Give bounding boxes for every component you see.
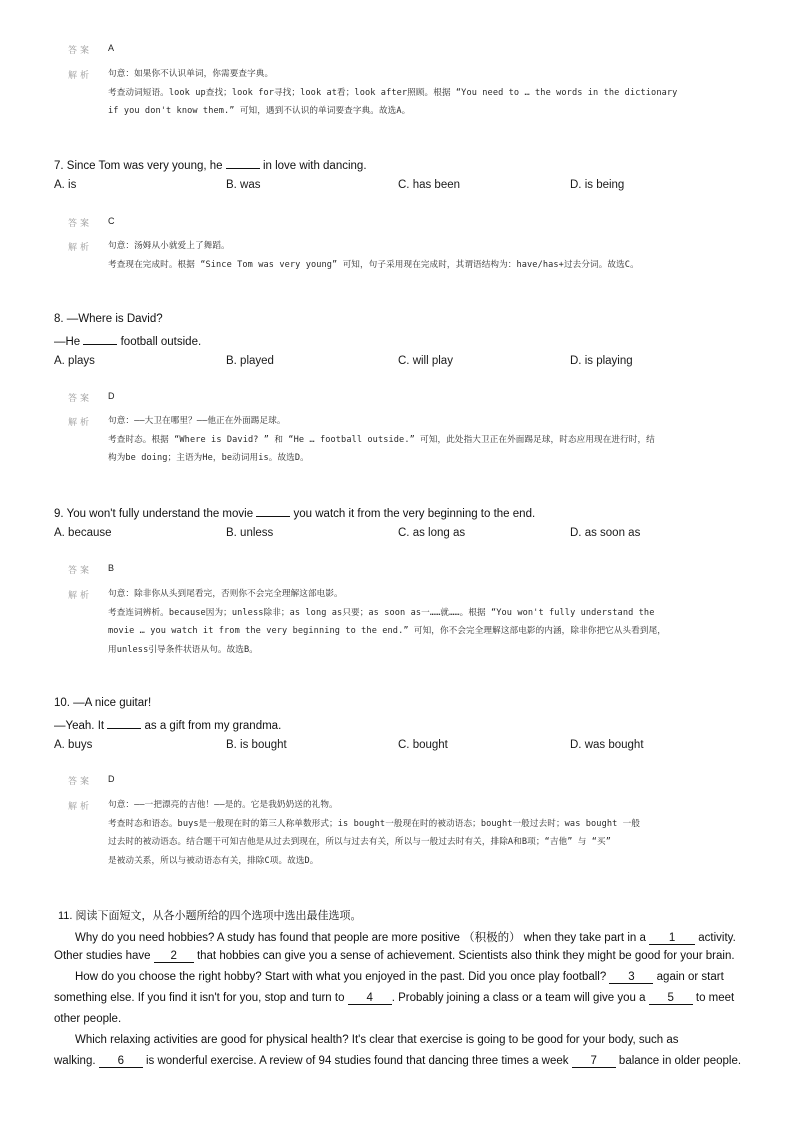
question-8-line1: 8. —Where is David?: [54, 313, 163, 325]
numbered-blank-5: 5: [649, 992, 693, 1005]
option-c: C. as long as: [398, 527, 466, 539]
option-c: C. will play: [398, 355, 453, 367]
option-d: D. is being: [570, 179, 625, 191]
answer-blank: [226, 158, 260, 169]
option-c: C. has been: [398, 179, 461, 191]
analysis-line: movie … you watch it from the very beginning to the end.” 可知，你不会完全理解这部电影的内涵，除非你把它从头看到尾，: [108, 626, 667, 636]
analysis-line: 考查时态和语态。buys是一般现在时的第三人称单数形式；is bought一般现在时的被动语态；bought一般过去时；was bought 一般: [108, 818, 641, 829]
stem-part: 7. Since Tom was very young, he: [54, 160, 223, 172]
answer-label: 答案: [68, 565, 93, 575]
analysis-line: 句意：汤姆从小就爱上了舞蹈。: [108, 241, 230, 251]
stem-part: you watch it from the very beginning to the end.: [293, 508, 536, 520]
analysis-line: if you don't know them.” 可知，遇到不认识的单词要查字典。故选A。: [108, 106, 411, 116]
analysis-line: 考查动词短语。look up查找；look for寻找；look at看；look after照顾。根据 “You need to … the words in the dictionary: [108, 87, 678, 98]
numbered-blank-1: 1: [649, 932, 695, 945]
option-d: D. was bought: [570, 739, 644, 751]
answer-blank: [107, 718, 141, 729]
option-a: A. buys: [54, 739, 93, 751]
option-b: B. is bought: [226, 739, 287, 751]
question-10-options: [54, 739, 754, 755]
analysis-label: 解析: [68, 801, 93, 811]
question-9-stem: [54, 506, 535, 520]
passage-line: [54, 929, 742, 945]
passage-text: activity.: [698, 932, 736, 944]
option-b: B. unless: [226, 527, 274, 539]
answer-value: B: [108, 563, 115, 573]
answer-label: 答案: [68, 218, 93, 228]
answer-blank: [256, 506, 290, 517]
stem-part: as a gift from my grandma.: [144, 720, 282, 732]
passage-text: that hobbies can give you a sense of achievement. Scientists also think they might be good for your brain.: [196, 950, 735, 962]
question-9-options: [54, 527, 754, 543]
analysis-line: 句意：——一把漂亮的吉他！——是的。它是我奶奶送的礼物。: [108, 800, 338, 810]
option-d: D. as soon as: [570, 527, 641, 539]
passage-text: Other studies have: [54, 950, 151, 962]
numbered-blank-2: 2: [154, 950, 194, 963]
question-7-stem: [54, 158, 367, 172]
question-7-options: [54, 179, 754, 195]
option-c: C. bought: [398, 739, 448, 751]
passage-text: balance in older people.: [618, 1055, 742, 1067]
analysis-label: 解析: [68, 590, 93, 600]
passage-text: something else. If you find it isn't for you, stop and turn to: [54, 992, 345, 1004]
passage-line: other people.: [54, 1013, 122, 1025]
analysis-line: 句意：如果你不认识单词，你需要查字典。: [108, 69, 274, 79]
stem-part: 9. You won't fully understand the movie: [54, 508, 254, 520]
numbered-blank-4: 4: [348, 992, 392, 1005]
passage-text: How do you choose the right hobby? Start with what you enjoyed in the past. Did you once play football?: [75, 971, 607, 983]
numbered-blank-7: 7: [572, 1055, 616, 1068]
question-8-stem: [54, 334, 201, 348]
question-10-line1: 10. —A nice guitar!: [54, 697, 152, 709]
answer-value: D: [108, 774, 115, 784]
passage-line: [54, 971, 742, 984]
answer-label: 答案: [68, 776, 93, 786]
question-8-options: [54, 355, 754, 371]
answer-blank: [83, 334, 117, 345]
passage-text: walking.: [54, 1055, 96, 1067]
passage-line: [54, 950, 742, 963]
passage-text: . Probably joining a class or a team will give you a: [391, 992, 646, 1004]
analysis-label: 解析: [68, 70, 93, 80]
analysis-line: 句意：除非你从头到尾看完，否则你不会完全理解这部电影。: [108, 589, 343, 599]
passage-text: Why do you need hobbies? A study has found that people are more positive （积极的） when they take part in a: [75, 932, 646, 944]
option-a: A. because: [54, 527, 112, 539]
analysis-line: 考查时态。根据 “Where is David? ” 和 “He … football outside.” 可知，此处指大卫正在外面踢足球，时态应用现在进行时，结: [108, 434, 655, 445]
answer-value: C: [108, 216, 115, 226]
analysis-line: 构为be doing；主语为He，be动词用is。故选D。: [108, 453, 309, 463]
passage-text: again or start: [656, 971, 724, 983]
option-a: A. is: [54, 179, 77, 191]
stem-part: —He: [54, 336, 81, 348]
numbered-blank-3: 3: [609, 971, 653, 984]
analysis-line: 过去时的被动语态。结合题干可知吉他是从过去到现在，所以与过去有关，所以与一般过去时有关，排除A和B项；“吉他” 与 “买”: [108, 837, 611, 847]
passage-text: is wonderful exercise. A review of 94 studies found that dancing three times a week: [145, 1055, 569, 1067]
option-d: D. is playing: [570, 355, 633, 367]
stem-part: —Yeah. It: [54, 720, 105, 732]
analysis-line: 是被动关系，所以与被动语态有关，排除C项。故选D。: [108, 855, 319, 866]
question-10-stem: [54, 718, 281, 732]
answer-value: A: [108, 43, 115, 53]
option-b: B. was: [226, 179, 261, 191]
analysis-line: 考查连词辨析。because因为；unless除非；as long as只要；as soon as一……就……。根据 “You won't fully understand the: [108, 607, 655, 618]
analysis-label: 解析: [68, 417, 93, 427]
analysis-label: 解析: [68, 242, 93, 252]
option-b: B. played: [226, 355, 274, 367]
stem-part: football outside.: [120, 336, 202, 348]
passage-text: to meet: [695, 992, 735, 1004]
stem-part: in love with dancing.: [262, 160, 367, 172]
answer-value: D: [108, 391, 115, 401]
analysis-line: 考查现在完成时。根据 “Since Tom was very young” 可知，句子采用现在完成时，其谓语结构为：have/has+过去分词。故选C。: [108, 259, 639, 270]
analysis-line: 用unless引导条件状语从句。故选B。: [108, 644, 258, 655]
answer-label: 答案: [68, 393, 93, 403]
question-11-title: 11. 阅读下面短文，从各小题所给的四个选项中选出最佳选项。: [58, 910, 362, 922]
option-a: A. plays: [54, 355, 95, 367]
answer-label: 答案: [68, 45, 93, 55]
numbered-blank-6: 6: [99, 1055, 143, 1068]
passage-line: Which relaxing activities are good for physical health? It's clear that exercise is going to be good for your body, such as: [75, 1034, 679, 1046]
passage-line: [54, 992, 742, 1005]
analysis-line: 句意：——大卫在哪里？——他正在外面踢足球。: [108, 416, 286, 426]
passage-line: [54, 1055, 742, 1068]
